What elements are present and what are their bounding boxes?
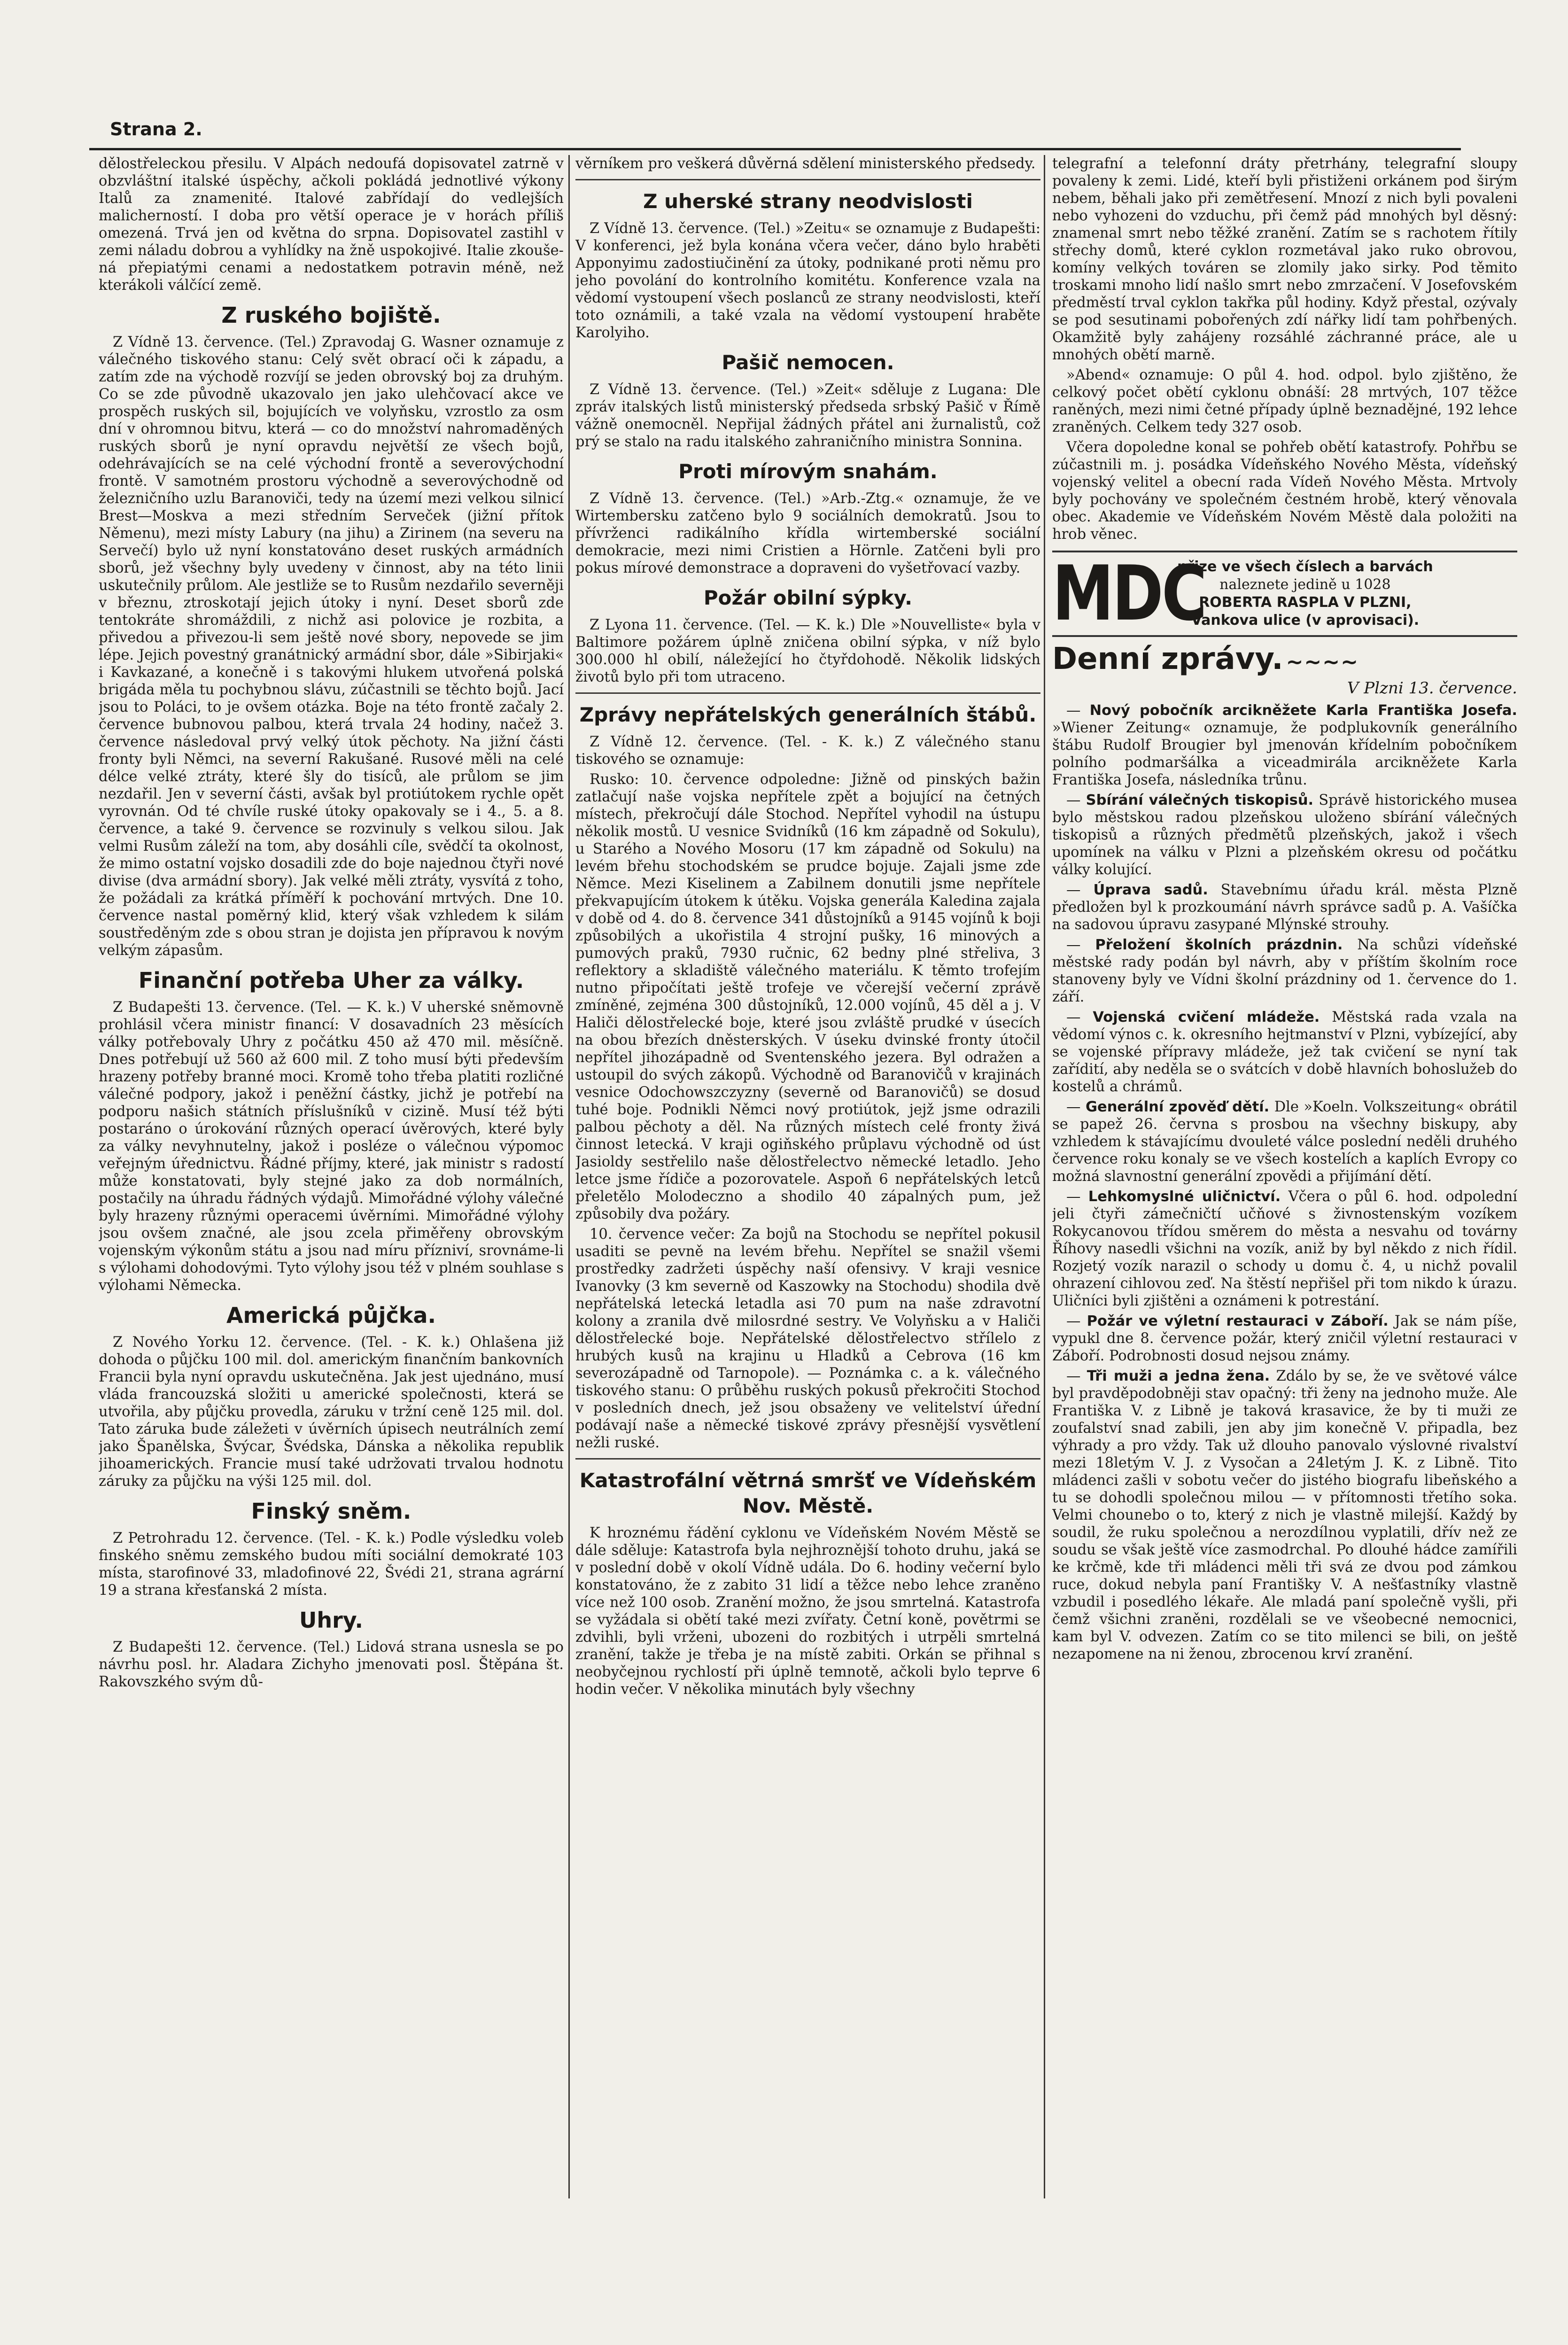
article-paragraph: K hroznému řádění cyklonu ve Vídeňském Novém Městě se dále sděluje: Katastrofa byla nejhroznější tohoto druhu, jaká se v poslední době v okolí Vídně udála. Do 6. hodiny večerní bylo konstatováno, že z zabito 31 lidí a těžce nebo lehce zraněno více než 100 osob. Zranění možno, že jsou smrtelná. Katastrofa se vyžádala si obětí také mezi zvířaty. Četní koně, povětrmi se zdvihli, byli vrženi, ubozeni do rozbitých i utrpěli smrtelná zranění, takže je třeba je na místě zabiti. Orkán se přihnal s neobyčejnou rychlostí při úplně temnotě, ačkoli bylo teprve 6 hodin večer. V několika minutách byly všechny	[575, 1525, 1040, 1698]
news-item-text: Městská rada vzala na vědomí výnos c. k. okresního hejtmanství v Plzni, vybízející, aby se vojenské přípravy mládeže, jež tak cvičení se nyní tak zařídití, aby neděla se o svátcích v době hlavních bohoslužeb do kostelů a chrámů.	[1052, 1009, 1517, 1095]
news-item-text: Včera o půl 6. hod. odpolední jeli čtyři zámečničtí učňové s živnostenským vozíkem Rokycanovou třídou směrem do města a nesvahu od továrny Říhovy nasedli všichni na vozík, aniž by byl někdo z nich řídil. Rozjetý vozík narazil o schody u domu č. 4, u nichž povalil ohrazení cihlovou zeď. Na štěstí nepřišel při tom nikdo k úrazu. Uličníci byli zjištěni a oznámeni k potrestání.	[1052, 1188, 1517, 1309]
news-item-title: Generální zpověď dětí.	[1085, 1099, 1270, 1115]
ad-line: přize ve všech číslech a barvách	[1177, 559, 1433, 575]
article-paragraph: Z Vídně 13. července. (Tel.) »Arb.-Ztg.« oznamuje, že ve Wirtembersku zatčeno bylo 9 sociálních demokratů. Jsou to přívrženci radikálního křídla wirtemberské sociální demokracie, mezi nimi Cristien a Hörnle. Zatčeni byli pro pokus mírové demonstrace a dopraveni do vyšetřovací vazby.	[575, 490, 1040, 576]
section-title-text: Denní zprávy.	[1052, 642, 1283, 676]
article-paragraph: Z Vídně 13. července. (Tel.) »Zeitu« se oznamuje z Budapešti: V konferenci, jež byla konána včera večer, dáno bylo hraběti Apponyimu zadostiučinění za útoky, podnikané proti němu pro jeho povolání do kontrolního komitétu. Konference vzala na vědomí vystoupení všech poslanců ze strany neodvislosti, kteří toto oznámili, a také vzala na vědomí vystoupení hraběte Karolyiho.	[575, 220, 1040, 341]
article-continuation: dělostřeleckou přesilu. V Alpách nedoufá dopisovatel zatrně v obzvláštní italské úspěchy, ačkoli pokládá jednotlivé výkony Italů za znamenité. Italové zabřídají do vedlejších malicherností. I doba pro větší operace je v horách příliš omezená. Trvá jen od května do srpna. Dopisovatel zastihl v zemi náladu dobrou a vyhlídky na žně uspokojivé. Italie zkouše-ná přepiatými cenami a nedostatkem potravin méně, než kterákoli válčící země.	[99, 155, 564, 294]
section-rule	[575, 1458, 1040, 1460]
news-item-title: Úprava sadů.	[1093, 882, 1208, 898]
ad-logo: MDC	[1052, 550, 1205, 638]
news-items-list	[1052, 702, 1517, 1663]
news-item-text: Na schůzi vídeňské městské rady podán byl návrh, aby v příštím školním roce stanoveny byly ve Vídni školní prázdniny od 1. července do 1. září.	[1052, 937, 1517, 1005]
ad-line: ROBERTA RASPLA V PLZNI,	[1199, 594, 1412, 611]
ad-text	[1177, 558, 1433, 629]
news-item: — Sbírání válečných tiskopisů. Správě historického musea bylo městskou radou plzeňskou uloženo sbírání válečných tiskopisů a různých předmětů plzeňských, jakož i všech upomínek na válku v Plzni a plzeňském okresu od počátku války kolující.	[1052, 792, 1517, 878]
news-item-text: Jak se nám píše, vypukl dne 8. července požár, který zničil výletní restauraci v Záboří. Podrobnosti dosud nejsou známy.	[1052, 1313, 1517, 1364]
news-item-title: Požár ve výletní restauraci v Záboří.	[1087, 1313, 1389, 1329]
headline-cyclone-catastrophe: Katastrofální větrná smršť ve Vídeňském Nov. Městě.	[579, 1469, 1037, 1517]
headline-against-peace: Proti mírovým snahám.	[678, 460, 938, 483]
article-paragraph: »Abend« oznamuje: O půl 4. hod. odpol. bylo zjištěno, že celkový počet obětí cyklonu obnáší: 28 mrtvých, 107 těžce raněných, mezi nimi četné případy úplně beznadějné, 192 lehce zraněných. Celkem tedy 327 osob.	[1052, 367, 1517, 435]
article-paragraph: Z Budapešti 12. července. (Tel.) Lidová strana usnesla se po návrhu posl. hr. Aladara Zichyho jmenovati posl. Štěpána št. Rakovszkého svým dů-	[99, 1639, 564, 1690]
news-item-title: Nový pobočník arcikněžete Karla Františka Josefa.	[1089, 702, 1517, 719]
article-paragraph: Z Vídně 13. července. (Tel.) »Zeit« sděluje z Lugana: Dle zpráv italských listů ministerský předseda srbský Pašič v Římě vážně onemocněl. Nepřijal žádných přátel ani žurnalistů, což prý se stalo na radu italského zahraničního ministra Sonnina.	[575, 381, 1040, 450]
headline-enemy-staff-reports: Zprávy nepřátelských generálních štábů.	[579, 703, 1037, 726]
news-item: — Tři muži a jedna žena. Zdálo by se, že ve světové válce byl pravděpodobněji stav opačný: tři ženy na jednoho muže. Ale Františka V. z Libně je taková krasavice, že by ti muži ze zoufalství snad zabili, jen aby jim konečně V. připadla, bez výhrady a pro vždy. Tak už dlouho panovalo výslovné rivalství mezi 18letým V. J. z Vysočan a 24letým J. K. z Libně. Tito mládenci zašli v sobotu večer do jistého biografu libeňského a tu se dohodli společnou milou — v přítomnosti třetího soka. Velmi chounebo o to, který z nich je vlastně milejší. Každý by soudil, že ruku společnou a nerozdílnou vyplatili, dřív než ze soudu se však ještě více zasmodrchal. Po dlouhé hádce zamířili ke krčmě, kde tři mládenci měli tři svá ze dvou pod zámkou ruce, dokud nebyla paní Františky V. A nešťastníky vlastně vzbudil i posedlého lékaře. Ale mladá paní společně vyšli, při čemž všichni zraněni, rozdělali se ve všeobecné nemocnici, kam byl V. odvezen. Zatím co se tito milenci se bili, on ještě nezapomene na ni ženou, zbrocenou krví zranění.	[1052, 1368, 1517, 1662]
headline-independence-party: Z uherské strany neodvislosti	[643, 190, 973, 213]
news-item-title: Přeložení školních prázdnin.	[1095, 937, 1343, 953]
news-item-text: Správě historického musea bylo městskou radou plzeňskou uloženo sbírání válečných tiskopisů a různých předmětů plzeňských, jakož i všech upomínek na válku v Plzni a plzeňském okresu od počátku války kolující.	[1052, 792, 1517, 878]
article-continuation: telegrafní a telefonní dráty přetrhány, telegrafní sloupy povaleny k zemi. Lidé, kteří byli přistiženi orkánem pod širým nebem, běhali jako při zemětřesení. Mnozí z nich byli povaleni nebo vyhozeni do vzduchu, při čemž pád mnohých byl děsný: znamenal smrt nebo těžké zranění. Zatím se s rachotem řítily střechy domů, které cyklon rozmetával jako ruko obrovou, komíny velkých továren se zlomily jako sirky. Pod těmito troskami mnoho lidí našlo smrt nebo zmrzačení. V Josefovském předměstí trval cyklon takřka půl hodiny. Když přestal, ozývaly se pod sesutinami pobořených zdí nářky lidí tam pohřbených. Okamžitě byly zahájeny rozsáhlé záchranné práce, ale u mnohých obětí marně.	[1052, 155, 1517, 363]
dateline: V Plzni 13. července.	[1347, 679, 1517, 698]
headline-finnish-diet: Finský sněm.	[251, 1499, 411, 1524]
article-paragraph: Z Budapešti 13. července. (Tel. — K. k.) V uherské sněmovně prohlásil včera ministr financí: V dosavadních 23 měsících války potřebovaly Uhry z počátku 450 až 470 mil. měsíčně. Dnes potřebují už 560 až 600 mil. Z toho musí býti především hrazeny potřeby branné moci. Kromě toho třeba platiti rozličné válečné podpory, jakož i peněžní částky, jichž je potřebí na podporu našich státních příslušníků v cizině. Musí též býti postaráno o úrokování různých operací úvěrových, které byly za války nevyhnutelny, jakož i posléze o válečnou výpomoc veřejným úřednictvu. Řádné příjmy, které, jak ministr s radostí může konstatovati, byly stejné jako za dob normálních, postačily na úhradu řádných výdajů. Mimořádné výlohy válečné byly hrazeny různými operacemi úvěrními. Mimořádné výlohy jsou ovšem značné, ale jsou zcela přiměřeny obrovským vojenským výkonům státu a jsou nad míru přízniví, srovnáme-li s výlohami dohodovými. Tyto výlohy jsou též v plném souhlase s výlohami Německa.	[99, 999, 564, 1294]
news-item-title: Tři muži a jedna žena.	[1087, 1368, 1270, 1384]
article-paragraph: Včera dopoledne konal se pohřeb obětí katastrofy. Pohřbu se zúčastnili m. j. posádka Vídeňského Nového Města, vídeňský vojenský velitel a obecní rada Vídeň Nového Města. Mrtvoly byly pochovány ve společném čestném hrobě, který věnovala obec. Akademie ve Vídeňském Novém Městě dala položiti na hrob věnec.	[1052, 439, 1517, 543]
news-item: — Generální zpověď dětí. Dle »Koeln. Volkszeitung« obrátil se papež 26. června s prosbou na všechny biskupy, aby vzhledem k stávajícímu dvouleté válce poslední neděli druhého července roku konaly se ve všech kostelích a kaplích Evropy co možná slavnostní generální zpovědi a přijímání dětí.	[1052, 1099, 1517, 1185]
headline-hungary-finance: Finanční potřeba Uher za války.	[138, 968, 524, 993]
article-paragraph: Z Vídně 13. července. (Tel.) Zpravodaj G. Wasner oznamuje z válečného tiskového stanu: Celý svět obrací oči k západu, a zatím zde na východě rozvíjí se jeden obrovský boj za druhým. Co se zde původně ukazovalo jen jako ulehčovací akce ve prospěch ruských sil, bojujících ve volyňsku, vzrostlo za osm dní v ohromnou bitvu, která — co do množství nahromaděných ruských sborů je nyní opravdu největší ze všech bojů, odehrávajících se na celé východní frontě a severovýchodní frontě. V samotném prostoru východně a severovýchodně od železničního uzlu Baranoviči, tedy na území mezi velkou silnicí Brest—Moskva a mezi středním Serveček (jižní přítok Němenu), mezi místy Labury (na jihu) a Zirinem (na severu na Servečí) bylo už nyní konstatováno deset ruských armádních sborů, jež všechny byly uvedeny v činnost, aby na této linii uskutečnily průlom. Ale jestliže se to Rusům nezdařilo severněji v březnu, ztroskotají jejich útoky i nyní. Deset sborů zde tentokráte shromáždili, z nichž asi polovice je rozbita, a přivedou a přivezou-li sem ještě nové sbory, nepovede se jim lépe. Jejich povestný granátnický armádní sbor, dále »Sibirjaki« i Kavkazané, a konečně i s takovými hlukem utvořená polská brigáda měla tu pochybnou slávu, zúčastnili se těchto bojů. Jací jsou to Poláci, to je ovšem otázka. Boje na této frontě začaly 2. července bubnovou palbou, která trvala 24 hodiny, načež 3. července následoval prvý velký útok pěchoty. Na jižní části fronty byli Němci, na severní Rakušané. Rusové měli na celé délce velké ztráty, které šly do tisíců, ale průlom se jim nezdařil. Jen v severní části, avšak byl protiútokem rychle opět vyrovnán. Od té chvíle ruské útoky opakovaly se i 4., 5. a 8. července, a také 9. července se rozvinuly s velkou silou. Jak velmi Rusům záleží na tom, aby dosáhli cíle, svědčí ta okolnost, že mimo ostatní vojsko dosadili zde do boje najednou čtyři nové divise (dva armádní sbory). Jak velké měli ztráty, vysvítá z toho, že požádali za krátká příměří k pochování mrtvých. Dne 10. července nastal poměrný klid, který však vzhledem k silám soustředěným zde s obou stran je dojista jen přípravou k novým velkým zápasům.	[99, 334, 564, 959]
news-item-text: »Wiener Zeitung« oznamuje, že podplukovník generálního štábu Rudolf Brougier byl jmenován křídelním pobočníkem polního podmaršálka a viceadmirála arcikněžete Karla Františka Josefa, následníka trůnu.	[1052, 720, 1517, 788]
ornament: ~~~~	[1286, 650, 1359, 674]
article-paragraph: Z Lyona 11. července. (Tel. — K. k.) Dle »Nouvelliste« byla v Baltimore požárem úplně zničena obilní sýpka, v níž bylo 300.000 hl obilí, náležející ho čtyřdohodě. Několik lidských životů bylo při tom utraceno.	[575, 617, 1040, 685]
column-right	[1052, 155, 1517, 2222]
article-paragraph: Rusko: 10. července odpoledne: Jižně od pinských bažin zatlačují naše vojska nepřítele zpět a bojující na četných místech, překročují dále Stochod. Nepřítel vyhodil na ústupu několik mostů. U vesnice Svidníků (16 km západně od Sokulu), u Starého a Nového Mosoru (17 km západně od Sokulu) na levém břehu stochodském se prudce bojuje. Zajali jsme zde Němce. Mezi Kiselinem a Zabilnem donutili jsme nepřítele překvapujícím útokem k útěku. Vojska generála Kaledina zajala v době od 4. do 8. července 341 důstojníků a 9145 vojínů k boji způsobilých a ukořistila 4 strojní pušky, 16 minových a pumových praků, 7930 ručnic, 62 bedny plné střeliva, 3 reflektory a skladiště válečného materiálu. K těmto trofejím nutno připočítati ještě trofeje ve včerejší večerní zprávě zmíněné, zejména 300 důstojníků, 12.000 vojínů, 45 děl a j. V Haliči dělostřelecké boje, které jsou zvláště prudké v úsecích na obou březích dněsterských. V úseku dvinské fronty útočil nepřítel jihozápadně od Sventenského jezera. Byl odražen a ustoupil do svých zákopů. Východně od Baranovičů v krajinách vesnice Odochowszczyzny (severně od Baranovičů) se dosud tuhé boje. Podnikli Němci nový protiútok, jejž jsme odrazili palbou pěchoty a děl. Na různých místech celé fronty živá činnost letecká. V kraji ogiňského průplavu východně od úst Jasioldy sestřelilo naše dělostřelectvo německé letadlo. Jeho letce jsme řídiče a pozorovatele. Aspoň 6 nepřátelských letců přeletělo Molodeczno a shodilo 40 zápalných pum, jež způsobily dva požáry.	[575, 771, 1040, 1222]
news-item-title: Sbírání válečných tiskopisů.	[1086, 792, 1314, 808]
article-paragraph: Z Vídně 12. července. (Tel. - K. k.) Z válečného stanu tiskového se oznamuje:	[575, 734, 1040, 768]
news-item: — Vojenská cvičení mládeže. Městská rada vzala na vědomí výnos c. k. okresního hejtmanství v Plzni, vybízející, aby se vojenské přípravy mládeže, jež tak cvičení se nyní tak zařídití, aby neděla se o svátcích v době hlavních bohoslužeb do kostelů a chrámů.	[1052, 1009, 1517, 1095]
section-title-daily-news	[1052, 642, 1517, 680]
article-paragraph: Z Nového Yorku 12. července. (Tel. - K. k.) Ohlašena již dohoda o půjčku 100 mil. dol. americkým finančním bankovních Francii byla nyní opravdu uskutečněna. Jak jest ujednáno, musí vláda francouzská složiti u americké společnosti, která se utvořila, aby půjčku provedla, záruku v tržní ceně 125 mil. dol. Tato záruka bude záležeti v úvěrních úpisech neutrálních zemí jako Španělska, Švýcar, Švédska, Dánska a několika republik jihoamerických. Francie musí také udržovati trvalou hodnotu záruky za půjčku na výši 125 mil. dol.	[99, 1334, 564, 1490]
advertisement-box	[1052, 551, 1517, 637]
news-item-text: Dle »Koeln. Volkszeitung« obrátil se papež 26. června s prosbou na všechny biskupy, aby vzhledem k stávajícímu dvouleté válce poslední neděli druhého července roku konaly se ve všech kostelích a kaplích Evropy co možná slavnostní generální zpovědi a přijímání dětí.	[1052, 1099, 1517, 1185]
news-item: — Požár ve výletní restauraci v Záboří. Jak se nám píše, vypukl dne 8. července požár, který zničil výletní restauraci v Záboří. Podrobnosti dosud nejsou známy.	[1052, 1313, 1517, 1364]
ad-line: Vankova ulice (v aprovisaci).	[1191, 612, 1420, 629]
page-header	[89, 120, 1461, 150]
headline-american-loan: Americká půjčka.	[226, 1303, 436, 1328]
page-number-label: Strana 2.	[110, 119, 202, 140]
headline-granary-fire: Požár obilní sýpky.	[703, 586, 913, 609]
article-paragraph: Z Petrohradu 12. července. (Tel. - K. k.) Podle výsledku voleb finského sněmu zemského budou míti sociální demokraté 103 místa, starofinové 33, mladofinové 22, Švédi 21, strana agrární 19 a strana křesťanská 2 místa.	[99, 1530, 564, 1599]
article-paragraph: 10. července večer: Za bojů na Stochodu se nepřítel pokusil usaditi se pevně na levém břehu. Nepřítel se snažil všemi prostředky zadržeti úspěchy naší ofensivy. V kraji vesnice Ivanovky (3 km severně od Kaszowky na Stochodu) shodila dvě nepřátelská letecká letadla asi 70 pum na naše zdravotní kolony a zranila dvě milosrdné sestry. Ve Volyňsku a v Haliči dělostřelecké boje. Nepřátelské dělostřelectvo střílelo z hrubých kusů na krajinu u Hladků a Cebrova (16 km severozápadně od Tarnopole). — Poznámka c. a k. válečného tiskového stanu: O průběhu ruských pokusů překročiti Stochod v posledních dnech, jež jsou obsaženy ve velitelství úřední podávají naše a německé tiskové zprávy přesnější vysvětlení nežli ruské.	[575, 1226, 1040, 1451]
section-rule	[575, 692, 1040, 694]
ad-line: naleznete jedině u 1028	[1219, 576, 1391, 593]
column-divider	[1044, 155, 1045, 2198]
news-item-text: Zdálo by se, že ve světové válce byl pravděpodobněji stav opačný: tři ženy na jednoho muže. Ale Františka V. z Libně je taková krasavice, že by ti muži ze zoufalství snad zabili, jen aby jim konečně V. připadla, bez výhrady a pro vždy. Tak už dlouho panovalo výslovné rivalství mezi 18letým V. J. z Vysočan a 24letým J. K. z Libně. Tito mládenci zašli v sobotu večer do jistého biografu libeňského a tu se dohodli společnou milou — v přítomnosti třetího soka. Velmi chounebo o to, který z nich je vlastně milejší. Každý by soudil, že ruku společnou a nerozdílnou vyplatili, dřív než ze soudu se však ještě více zasmodrchal. Po dlouhé hádce zamířili ke krčmě, kde tři mládenci měli tři svá ze dvou pod zámkou ruce, dokud nebyla paní Františky V. A nešťastníky vlastně vzbudil i posedlého lékaře. Ale mladá paní společně vyšli, při čemž všichni zraněni, rozdělali se ve všeobecné nemocnici, kam byl V. odvezen. Zatím co se tito milenci se bili, on ještě nezapomene na ni ženou, zbrocenou krví zranění.	[1052, 1368, 1517, 1662]
article-continuation: věrníkem pro veškerá důvěrná sdělení ministerského předsedy.	[575, 155, 1036, 172]
news-item-title: Lehkomyslné uličnictví.	[1088, 1188, 1281, 1205]
news-item: — Úprava sadů. Stavebnímu úřadu král. města Plzně předložen byl k prozkoumání návrh správce sadů p. A. Vašíčka na sadovou úpravu zasypané Mlýnské strouhy.	[1052, 882, 1517, 933]
column-left	[99, 155, 564, 2222]
news-item: — Lehkomyslné uličnictví. Včera o půl 6. hod. odpolední jeli čtyři zámečničtí učňové s živnostenským vozíkem Rokycanovou třídou směrem do města a nesvahu od továrny Říhovy nasedli všichni na vozík, aniž by byl někdo z nich řídil. Rozjetý vozík narazil o schody u domu č. 4, u nichž povalil ohrazení cihlovou zeď. Na štěstí nepřišel při tom nikdo k úrazu. Uličníci byli zjištěni a oznámeni k potrestání.	[1052, 1188, 1517, 1309]
headline-hungary: Uhry.	[299, 1607, 364, 1633]
column-middle	[575, 155, 1040, 2222]
headline-russian-front: Z ruského bojiště.	[221, 303, 441, 328]
news-item-title: Vojenská cvičení mládeže.	[1093, 1009, 1320, 1025]
news-item-text: Stavebnímu úřadu král. města Plzně předložen byl k prozkoumání návrh správce sadů p. A. Vašíčka na sadovou úpravu zasypané Mlýnské strouhy.	[1052, 882, 1517, 933]
section-rule	[575, 179, 1040, 180]
headline-pasic-ill: Pašič nemocen.	[722, 351, 894, 374]
column-divider	[568, 155, 570, 2198]
news-item: — Nový pobočník arcikněžete Karla Františka Josefa. »Wiener Zeitung« oznamuje, že podplukovník generálního štábu Rudolf Brougier byl jmenován křídelním pobočníkem polního podmaršálka a viceadmirála arcikněžete Karla Františka Josefa, následníka trůnu.	[1052, 702, 1517, 788]
news-item: — Přeložení školních prázdnin. Na schůzi vídeňské městské rady podán byl návrh, aby v příštím školním roce stanoveny byly ve Vídni školní prázdniny od 1. července do 1. září.	[1052, 937, 1517, 1005]
